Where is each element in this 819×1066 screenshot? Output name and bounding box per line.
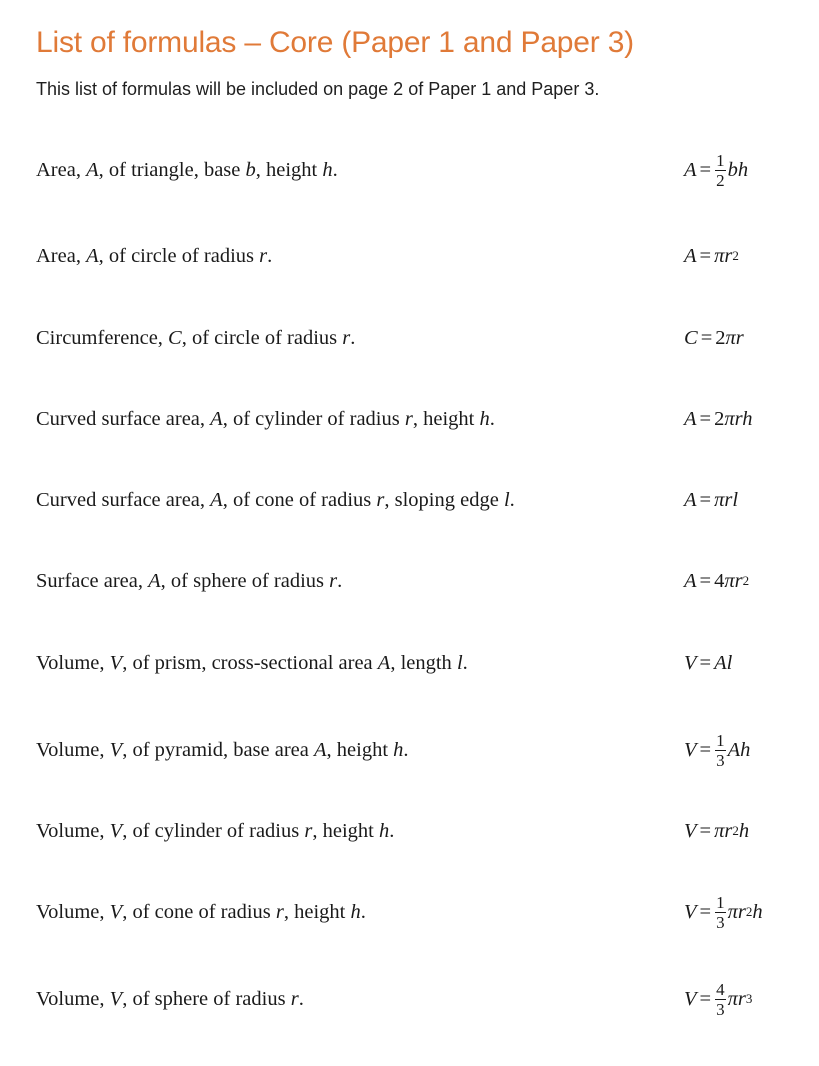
description-text: , height [283, 901, 351, 923]
fraction-denominator: 3 [716, 999, 725, 1019]
description-text: , sloping edge [384, 489, 504, 511]
description-text: , of pyramid, base area [122, 739, 315, 761]
math-variable: A [684, 244, 697, 267]
formula-expression [684, 150, 748, 190]
math-variable: Ah [727, 738, 751, 761]
math-variable: r [304, 820, 313, 842]
formula-expression: A = 4 πr 2 [684, 569, 750, 592]
math-variable: l [503, 489, 510, 511]
description-text: Curved surface area, [36, 408, 211, 430]
math-variable: V [109, 739, 123, 761]
math-variable: A [377, 652, 391, 674]
math-variable: r [376, 489, 385, 511]
equals-sign: = [699, 819, 712, 842]
math-variable: V [684, 900, 697, 923]
description-text: Surface area, [36, 570, 149, 592]
formula-row-circumference [0, 318, 819, 358]
equals-sign: = [699, 987, 712, 1010]
description-text: . [489, 408, 495, 430]
description-text: , of circle of radius [98, 245, 260, 267]
fraction-numerator: 1 [716, 730, 725, 750]
formula-description [36, 561, 342, 601]
math-constant: 2 [715, 326, 726, 349]
fraction-denominator: 3 [716, 750, 725, 770]
description-text: , of cylinder of radius [122, 820, 305, 842]
description-text: . [298, 988, 304, 1010]
fraction-numerator: 4 [716, 979, 725, 999]
formula-expression: A = πr 2 [684, 244, 739, 267]
math-variable: A [86, 159, 99, 181]
math-variable: A [684, 158, 697, 181]
math-variable: l [456, 652, 463, 674]
fraction [715, 152, 726, 189]
formula-description [36, 643, 468, 683]
equals-sign: = [700, 326, 713, 349]
math-variable: r [404, 408, 413, 430]
description-text: , of cone of radius [222, 489, 377, 511]
formula-expression [684, 480, 738, 520]
page-subtitle: This list of formulas will be included on page 2 of Paper 1 and Paper 3. [36, 79, 600, 99]
description-text: . [360, 901, 366, 923]
formula-expression: V = πr 2 h [684, 819, 750, 842]
equals-sign: = [699, 488, 712, 511]
description-text: Volume, [36, 739, 110, 761]
description-text: , height [312, 820, 379, 842]
formula-row-sphere-volume [0, 979, 819, 1019]
math-variable: πr [727, 987, 746, 1010]
formula-expression [684, 730, 750, 770]
description-text: , height [255, 159, 323, 181]
description-text: Volume, [36, 820, 110, 842]
math-variable: C [684, 326, 698, 349]
fraction-numerator: 1 [716, 892, 725, 912]
equals-sign: = [699, 244, 712, 267]
description-text: . [267, 245, 273, 267]
math-variable: r [342, 327, 351, 349]
math-variable: πr [714, 819, 733, 842]
math-constant: 2 [714, 407, 725, 430]
formula-row-triangle-area [0, 150, 819, 190]
formula-description [36, 480, 515, 520]
description-text: Curved surface area, [36, 489, 211, 511]
formula-row-cylinder-volume [0, 811, 819, 851]
math-variable: r [329, 570, 338, 592]
equals-sign: = [699, 407, 712, 430]
math-variable: A [314, 739, 327, 761]
description-text: . [462, 652, 468, 674]
math-variable: πr [724, 569, 743, 592]
math-variable: A [684, 488, 697, 511]
formula-row-sphere-surface-area [0, 561, 819, 601]
description-text: . [350, 327, 356, 349]
description-text: , of cone of radius [122, 901, 276, 923]
description-text: Circumference, [36, 327, 169, 349]
formula-description [36, 892, 366, 932]
formula-expression: V = $\frac{1}{3}$ πr 2 h [684, 892, 763, 932]
fraction [715, 894, 726, 931]
description-text: , of triangle, base [98, 159, 246, 181]
math-variable: V [109, 652, 123, 674]
description-text: , height [326, 739, 394, 761]
math-variable: V [109, 988, 123, 1010]
math-variable: V [684, 987, 697, 1010]
math-variable: h [393, 739, 404, 761]
description-text: , of cylinder of radius [222, 408, 405, 430]
math-variable: A [148, 570, 161, 592]
description-text: . [389, 820, 395, 842]
equals-sign: = [699, 738, 712, 761]
formula-description [36, 236, 272, 276]
math-variable: C [168, 327, 182, 349]
math-constant: 4 [714, 569, 725, 592]
description-text: , of circle of radius [181, 327, 343, 349]
math-variable: V [109, 901, 123, 923]
math-variable: V [684, 651, 697, 674]
description-text: , of prism, cross-sectional area [122, 652, 378, 674]
description-text: . [403, 739, 409, 761]
math-variable: V [684, 738, 697, 761]
math-variable: A [210, 489, 223, 511]
description-text: , of sphere of radius [160, 570, 330, 592]
fraction-denominator: 2 [716, 170, 725, 190]
equals-sign: = [699, 900, 712, 923]
formula-row-cone-curved-area [0, 480, 819, 520]
formula-row-pyramid-volume [0, 730, 819, 770]
math-variable: Al [714, 651, 733, 674]
description-text: . [509, 489, 515, 511]
formula-description [36, 150, 338, 190]
description-text: Area, [36, 245, 87, 267]
description-text: Volume, [36, 652, 110, 674]
formula-row-cone-volume [0, 892, 819, 932]
math-variable: b [245, 159, 256, 181]
math-variable: r [275, 901, 284, 923]
math-variable: A [210, 408, 223, 430]
math-variable: πr [714, 244, 733, 267]
math-variable: πr [727, 900, 746, 923]
description-text: Volume, [36, 988, 110, 1010]
math-variable: A [684, 569, 697, 592]
formula-description [36, 318, 355, 358]
formula-row-circle-area [0, 236, 819, 276]
math-variable: h [322, 159, 333, 181]
formula-expression: V = $\frac{4}{3}$ πr 3 [684, 979, 753, 1019]
math-variable: πr [725, 326, 744, 349]
formula-description [36, 730, 409, 770]
formula-row-prism-volume [0, 643, 819, 683]
math-variable: bh [727, 158, 749, 181]
math-variable: A [684, 407, 697, 430]
math-variable: r [259, 245, 268, 267]
math-variable: h [738, 819, 750, 842]
fraction [715, 732, 726, 769]
equals-sign: = [699, 651, 712, 674]
math-variable: πrh [724, 407, 753, 430]
description-text: Volume, [36, 901, 110, 923]
description-text: , of sphere of radius [122, 988, 291, 1010]
formula-description [36, 811, 394, 851]
formula-row-cylinder-curved-area [0, 399, 819, 439]
math-variable: A [86, 245, 99, 267]
page-title: List of formulas – Core (Paper 1 and Paper 3) [36, 26, 634, 59]
formula-expression [684, 399, 752, 439]
math-variable: h [378, 820, 390, 842]
description-text: , height [412, 408, 480, 430]
description-text: , length [390, 652, 457, 674]
math-variable: r [290, 988, 299, 1010]
formula-expression [684, 643, 732, 683]
formula-description [36, 399, 495, 439]
equals-sign: = [699, 158, 712, 181]
equals-sign: = [699, 569, 712, 592]
math-variable: πrl [714, 488, 739, 511]
description-text: Area, [36, 159, 87, 181]
formula-description [36, 979, 304, 1019]
fraction-numerator: 1 [716, 150, 725, 170]
math-variable: V [109, 820, 123, 842]
description-text: . [337, 570, 343, 592]
fraction [715, 981, 726, 1018]
math-variable: h [752, 900, 763, 923]
formula-expression [684, 318, 744, 358]
math-variable: h [350, 901, 361, 923]
fraction-denominator: 3 [716, 912, 725, 932]
math-variable: h [479, 408, 490, 430]
math-variable: V [684, 819, 697, 842]
description-text: . [332, 159, 338, 181]
